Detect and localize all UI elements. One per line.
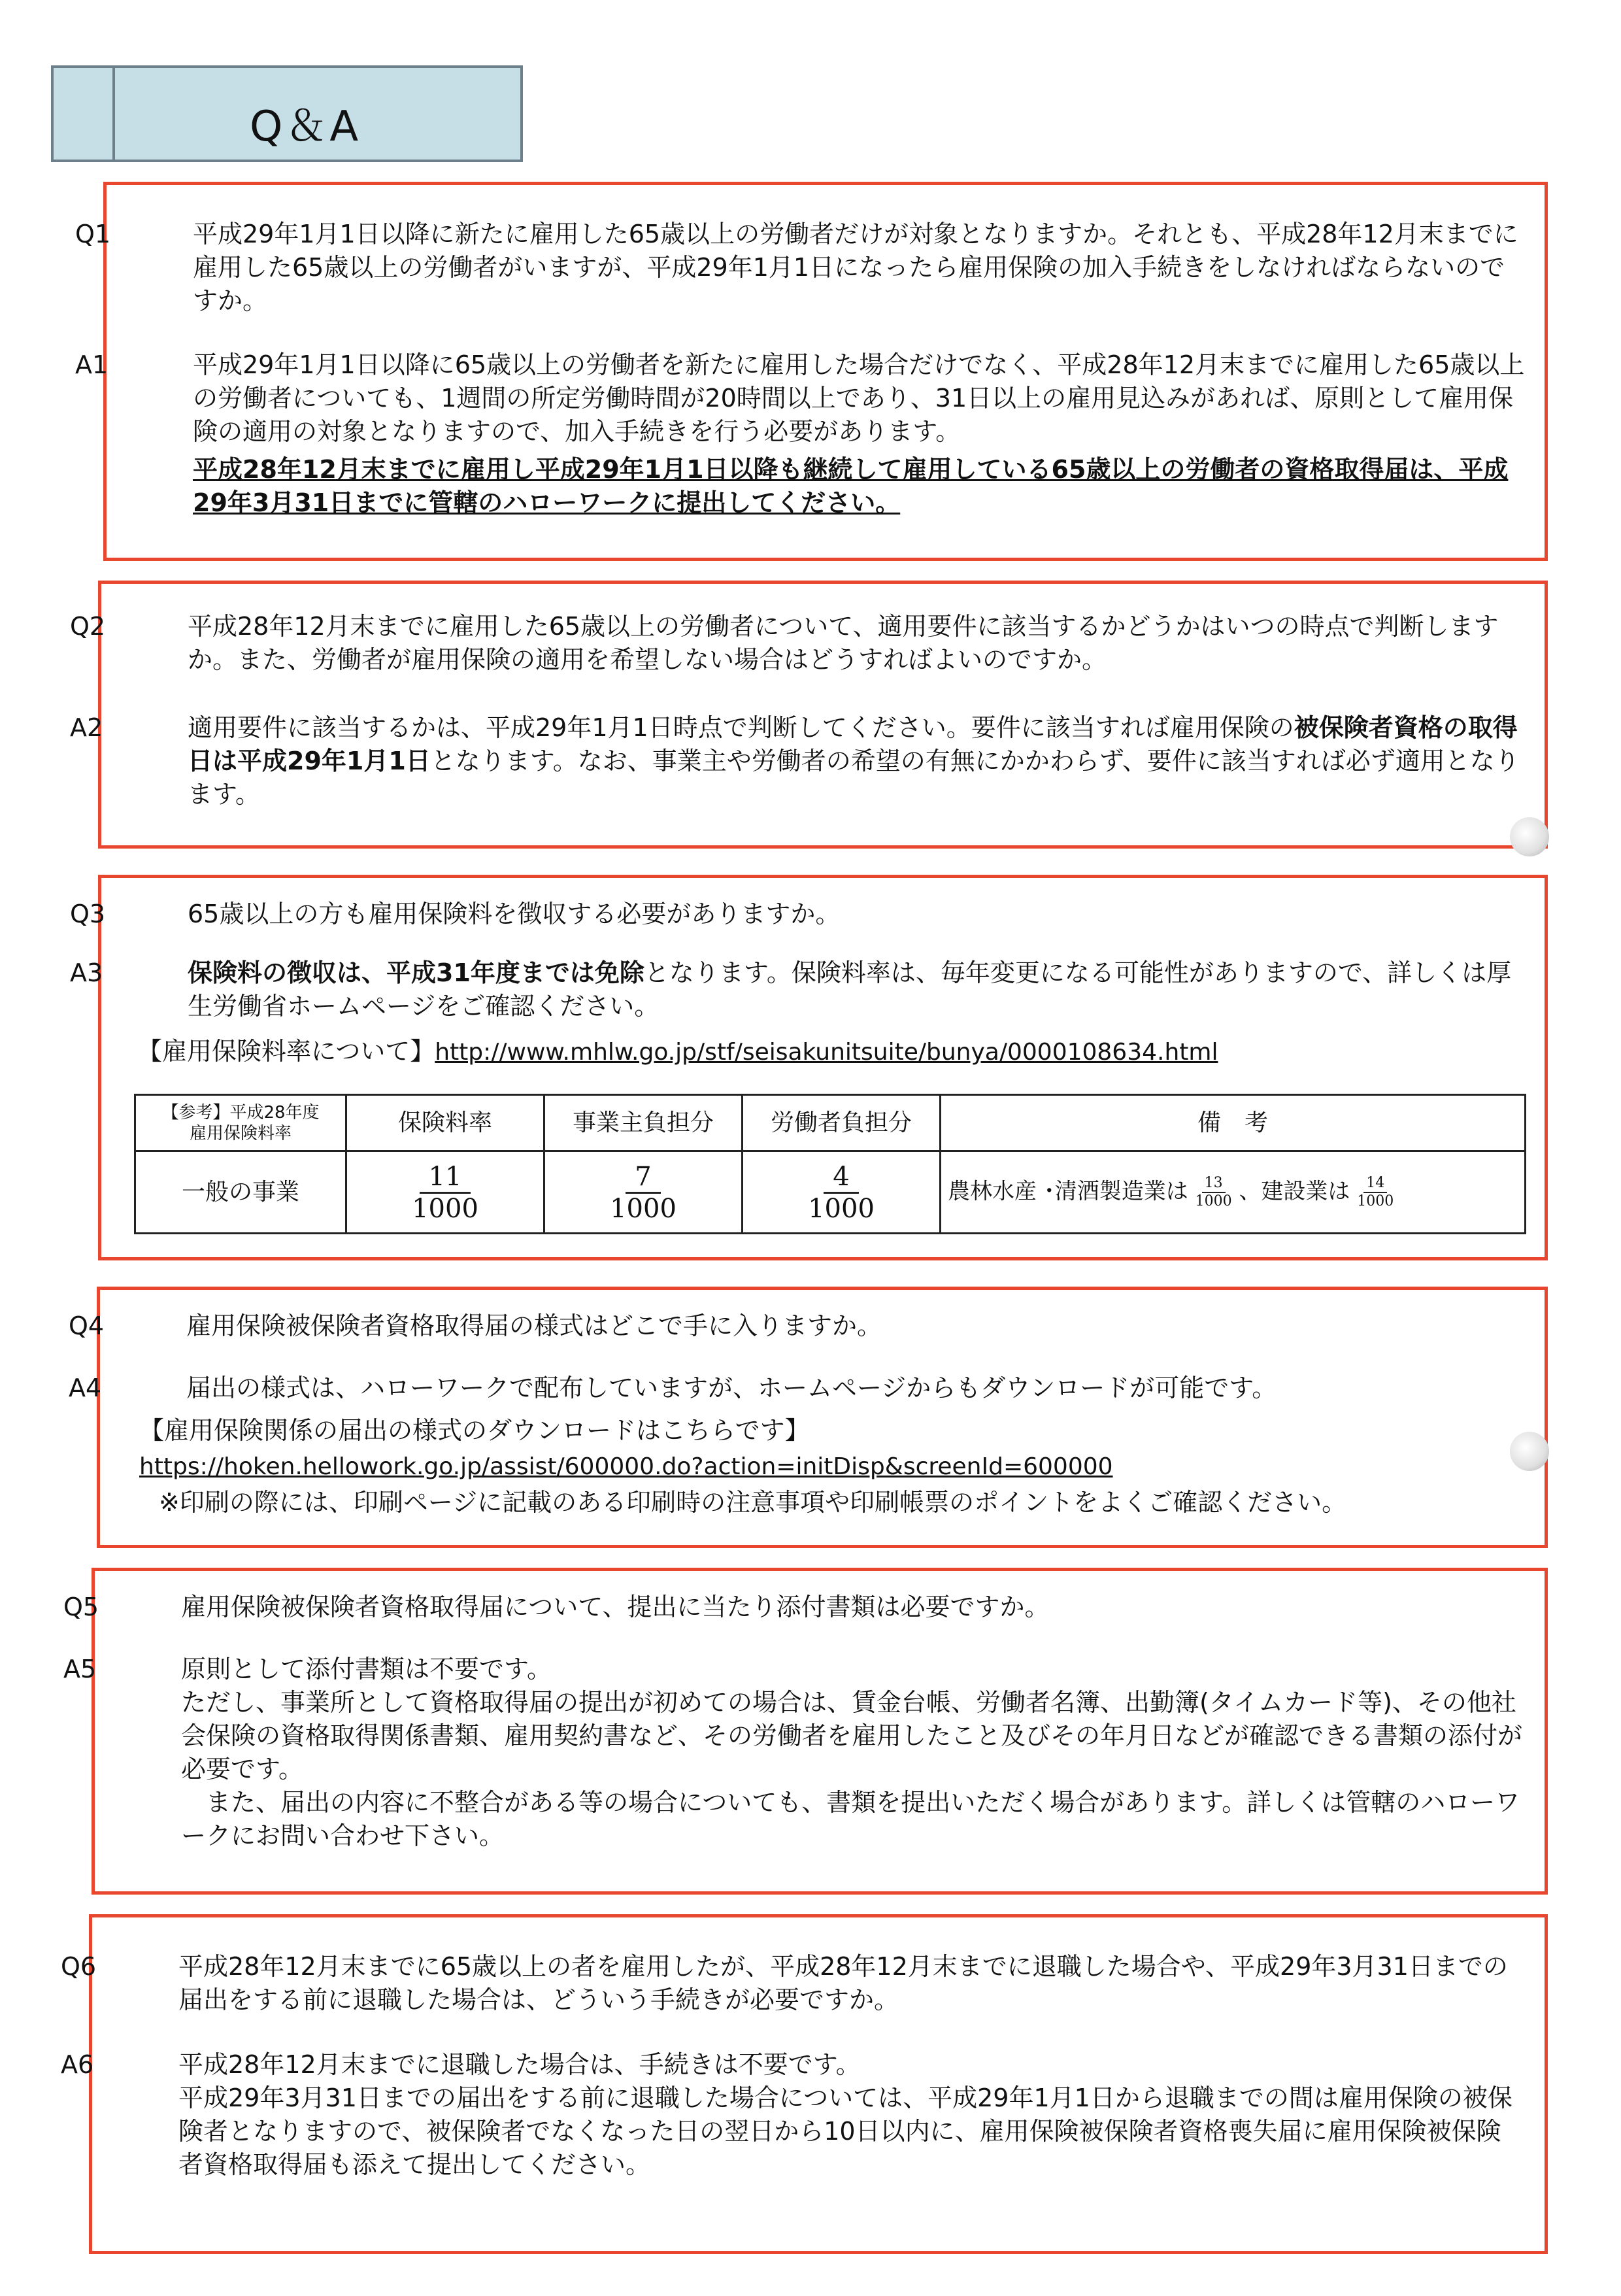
qa-box-3 (70, 875, 1548, 1260)
answer-text: 平成29年1月1日以降に65歳以上の労働者を新たに雇用した場合だけでなく、平成28年12月末までに雇用した65歳以上の労働者についても、1週間の所定労働時間が20時間以上であり、31日以上の雇用見込みがあれば、原則として雇用保険の適用の対象となりますので、加入手続きを行う必要があります。 (193, 350, 1525, 446)
table-cell-notes: 農林水産 ･清酒製造業は $\frac{13}{1000}$ 、建設業は $\frac{14}{1000}$ (941, 1151, 1526, 1234)
qa-box-5 (63, 1568, 1548, 1895)
download-label: 【雇用保険関係の届出の様式のダウンロードはこちらです】 (139, 1416, 810, 1445)
answer-text: となります。なお、事業主や労働者の希望の有無にかかわらず、要件に該当すれば必ず適用となります。 (188, 747, 1520, 809)
question-label: Q1 (75, 220, 111, 248)
table-corner-cell: 【参考】平成28年度 雇用保険料率 (135, 1095, 346, 1151)
question-text: 65歳以上の方も雇用保険料を徴収する必要がありますか。 (188, 900, 841, 928)
table-header-employer: 事業主負担分 (544, 1095, 743, 1151)
answer-text: 届出の様式は、ハローワークで配布していますが、ホームページからもダウンロードが可能です。 (186, 1374, 1277, 1402)
table-cell-worker: $\frac{4}{1000}$ (743, 1151, 941, 1234)
answer-5 (63, 1653, 1525, 1686)
answer-text: 平成28年12月末までに退職した場合は、手続きは不要です。 (178, 2050, 861, 2079)
qa-box-4 (69, 1287, 1548, 1548)
answer-text: 適用要件に該当するかは、平成29年1月1日時点で判断してください。要件に該当すれば雇用保険の (188, 713, 1294, 742)
question-label: Q3 (70, 900, 106, 928)
punch-hole-bottom (1510, 1432, 1549, 1471)
punch-hole-top (1510, 817, 1549, 856)
qa-box-1 (75, 182, 1548, 561)
answer-1 (75, 348, 1525, 448)
qa-box-6 (61, 1914, 1548, 2254)
answer-label: A4 (69, 1374, 102, 1402)
question-6 (61, 1950, 1525, 2017)
question-label: Q5 (63, 1593, 99, 1621)
download-link[interactable]: https://hoken.hellowork.go.jp/assist/600000.do?action=initDisp&screenId=600000 (139, 1453, 1113, 1480)
question-text: 平成29年1月1日以降に新たに雇用した65歳以上の労働者だけが対象となりますか。それとも、平成28年12月末までに雇用した65歳以上の労働者がいますが、平成29年1月1日になったら雇用保険の加入手続きをしなければならないのですか。 (193, 220, 1518, 315)
table-header-worker: 労働者負担分 (743, 1095, 941, 1151)
answer-label: A6 (61, 2050, 94, 2079)
question-4 (69, 1309, 1525, 1343)
title-tab (51, 65, 523, 162)
rate-table (134, 1094, 1526, 1234)
print-note: ※印刷の際には、印刷ページに記載のある印刷時の注意事項や印刷帳票のポイントをよくご確認ください。 (159, 1488, 1347, 1517)
title-tab-spine (112, 68, 115, 160)
question-text: 平成28年12月末までに雇用した65歳以上の労働者について、適用要件に該当するかどうかはいつの時点で判断しますか。また、労働者が雇用保険の適用を希望しない場合はどうすればよいのですか。 (188, 612, 1499, 674)
answer-2 (70, 711, 1525, 811)
answer-label: A5 (63, 1655, 97, 1683)
page-title: Q＆A (250, 103, 361, 151)
question-3 (70, 898, 1525, 931)
question-1 (75, 218, 1525, 318)
table-header-rate: 保険料率 (346, 1095, 544, 1151)
table-cell-rate: $\frac{11}{1000}$ (346, 1151, 544, 1234)
answer-bold-text: 保険料の徴収は、平成31年度までは免除 (188, 958, 644, 987)
table-row-label: 一般の事業 (135, 1151, 346, 1234)
answer-5-detail: ただし、事業所として資格取得届の提出が初めての場合は、賃金台帳、労働者名簿、出勤簿(タイムカード等)、その他社会保険の資格取得関係書類、雇用契約書など、その労働者を雇用したこと及びその年月日などが確認できる書類の添付が必要です。 (181, 1688, 1523, 1783)
qa-box-2 (70, 581, 1548, 849)
question-text: 雇用保険被保険者資格取得届の様式はどこで手に入りますか。 (186, 1311, 882, 1340)
rate-link-line (137, 1035, 1525, 1069)
answer-bold-text: 被保険者資格の取得日は平成29年1月1日 (188, 713, 1518, 775)
answer-4 (69, 1372, 1525, 1405)
answer-6-detail: 平成29年3月31日までの届出をする前に退職した場合については、平成29年1月1日から退職までの間は雇用保険の被保険者となりますので、被保険者でなくなった日の翌日から10日以内に、雇用保険被保険者資格喪失届に雇用保険被保険者資格取得届も添えて提出してください。 (178, 2084, 1512, 2179)
answer-label: A2 (70, 713, 103, 742)
rate-link[interactable]: http://www.mhlw.go.jp/stf/seisakunitsuite/bunya/0000108634.html (435, 1039, 1218, 1066)
answer-text: となります。保険料率は、毎年変更になる可能性がありますので、詳しくは厚生労働省ホームページをご確認ください。 (188, 958, 1512, 1021)
question-label: Q6 (61, 1952, 97, 1981)
rate-link-label: 【雇用保険料率について】 (137, 1037, 435, 1066)
question-5 (63, 1591, 1525, 1624)
table-header-notes: 備 考 (941, 1095, 1526, 1151)
question-label: Q4 (69, 1311, 105, 1340)
table-cell-employer: $\frac{7}{1000}$ (544, 1151, 743, 1234)
answer-text: 原則として添付書類は不要です。 (181, 1655, 552, 1683)
answer-label: A1 (75, 350, 109, 379)
answer-1-emphasis: 平成28年12月末までに雇用し平成29年1月1日以降も継続して雇用している65歳以上の労働者の資格取得届は、平成29年3月31日までに管轄のハローワークに提出してください。 (193, 455, 1509, 517)
question-2 (70, 610, 1525, 677)
question-text: 平成28年12月末までに65歳以上の者を雇用したが、平成28年12月末までに退職した場合や、平成29年3月31日までの届出をする前に退職した場合は、どういう手続きが必要ですか。 (178, 1952, 1508, 2014)
question-label: Q2 (70, 612, 106, 641)
answer-6 (61, 2048, 1525, 2082)
answer-label: A3 (70, 958, 103, 987)
question-text: 雇用保険被保険者資格取得届について、提出に当たり添付書類は必要ですか。 (181, 1593, 1050, 1621)
answer-3 (70, 956, 1525, 1023)
answer-5-note: また、届出の内容に不整合がある等の場合についても、書類を提出いただく場合があります。詳しくは管轄のハローワークにお問い合わせ下さい。 (181, 1788, 1520, 1850)
